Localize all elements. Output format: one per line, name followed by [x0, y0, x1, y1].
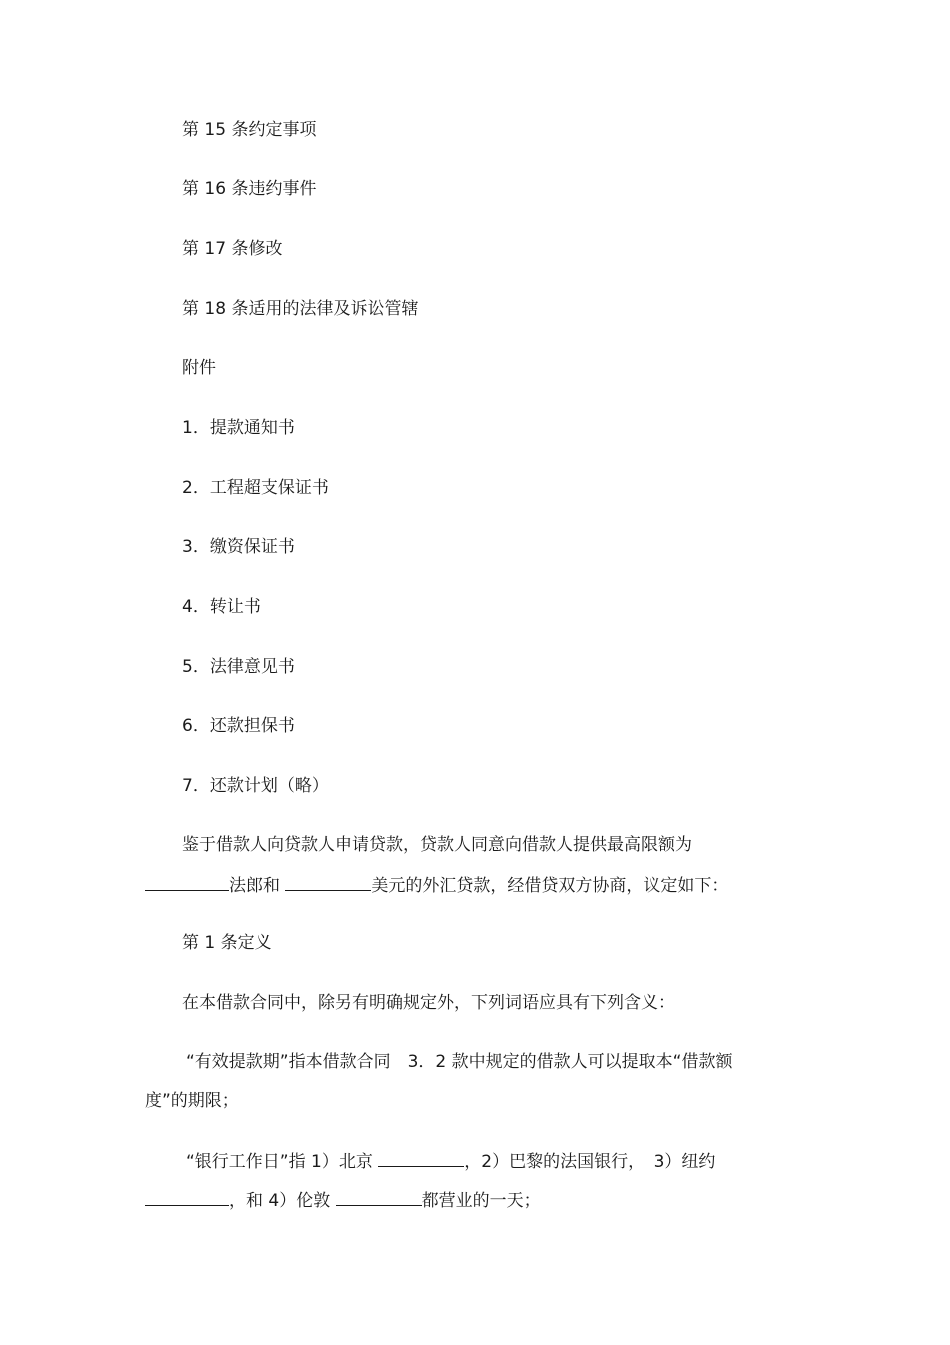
definition-2-line-2 — [145, 1188, 541, 1213]
definition-2-line-1 — [186, 1149, 715, 1174]
preamble-text: 法郎和 — [229, 876, 280, 896]
preamble-text: 美元的外汇贷款，经借贷双方协商，议定如下： — [371, 876, 729, 896]
definition-text: ，2）巴黎的法国银行， 3）纽约 — [464, 1152, 716, 1172]
blank-field — [285, 873, 371, 891]
attachment-item: 2．工程超支保证书 — [182, 478, 329, 498]
definition-text: 都营业的一天； — [421, 1191, 541, 1211]
attachment-item: 6．还款担保书 — [182, 716, 295, 736]
article-1-intro: 在本借款合同中，除另有明确规定外，下列词语应具有下列含义： — [182, 993, 675, 1013]
definition-text: “银行工作日”指 1）北京 — [186, 1152, 373, 1172]
attachment-item: 1．提款通知书 — [182, 418, 295, 438]
blank-field — [145, 1188, 229, 1206]
toc-item-article-16: 第 16 条违约事件 — [182, 179, 317, 199]
attachment-item: 4．转让书 — [182, 597, 261, 617]
blank-field — [145, 873, 229, 891]
toc-item-article-15: 第 15 条约定事项 — [182, 120, 317, 140]
preamble-line-2 — [145, 873, 728, 898]
blank-field — [378, 1149, 464, 1167]
blank-field — [336, 1188, 422, 1206]
definition-1-line-2: 度”的期限； — [145, 1091, 239, 1111]
toc-item-attachments: 附件 — [182, 358, 216, 378]
article-1-title: 第 1 条定义 — [182, 933, 272, 953]
attachment-item: 7．还款计划（略） — [182, 776, 329, 796]
preamble-line-1: 鉴于借款人向贷款人申请贷款，贷款人同意向借款人提供最高限额为 — [182, 835, 692, 855]
toc-item-article-18: 第 18 条适用的法律及诉讼管辖 — [182, 299, 419, 319]
attachment-item: 5．法律意见书 — [182, 657, 295, 677]
toc-item-article-17: 第 17 条修改 — [182, 239, 283, 259]
attachment-item: 3．缴资保证书 — [182, 537, 295, 557]
definition-text: ，和 4）伦敦 — [229, 1191, 331, 1211]
definition-1-line-1: “有效提款期”指本借款合同 3．2 款中规定的借款人可以提取本“借款额 — [186, 1052, 733, 1072]
